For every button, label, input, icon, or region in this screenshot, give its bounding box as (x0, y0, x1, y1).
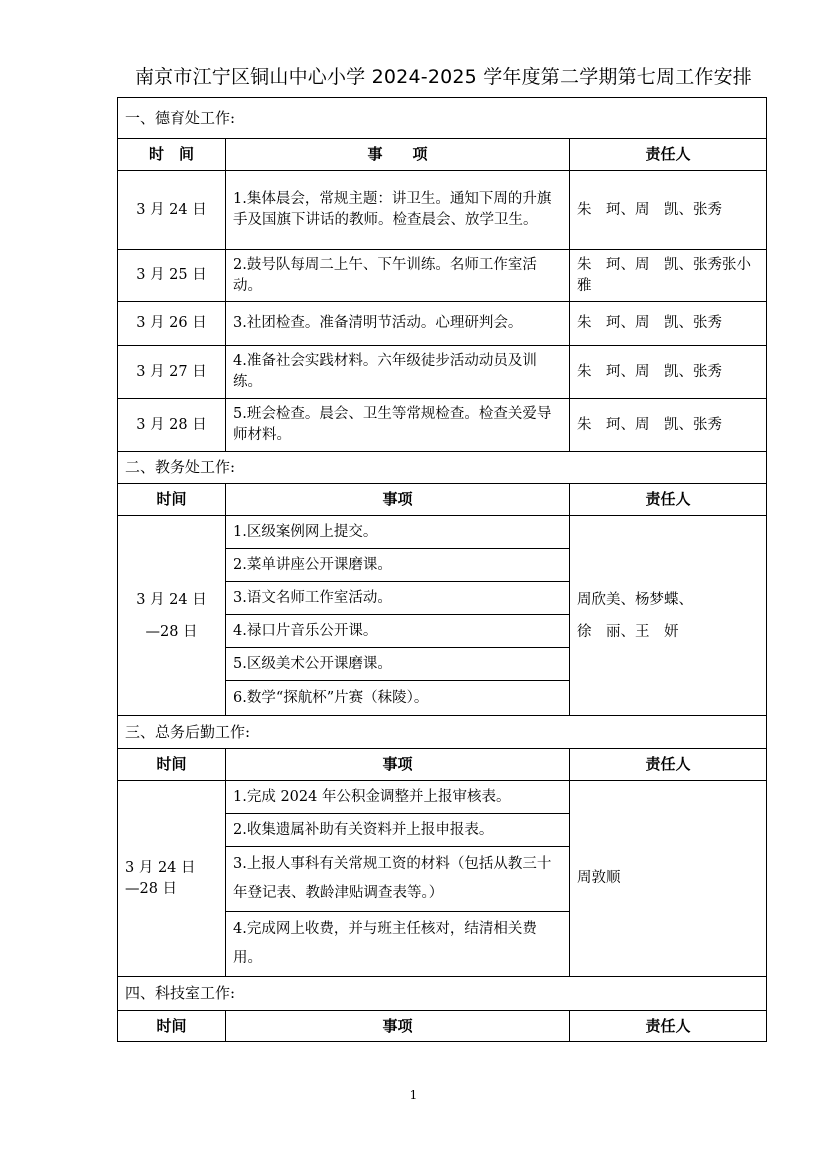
row-item: 4.完成网上收费，并与班主任核对，结清相关费用。 (226, 912, 570, 977)
header-person: 责任人 (570, 484, 767, 516)
header-time: 时 间 (118, 139, 226, 171)
header-person: 责任人 (570, 139, 767, 171)
header-person: 责任人 (570, 749, 767, 781)
row-item: 3.社团检查。准备清明节活动。心理研判会。 (226, 302, 570, 346)
row-item: 1.完成 2024 年公积金调整并上报审核表。 (226, 781, 570, 814)
page-number: 1 (409, 1088, 418, 1102)
row-item: 4.禄口片音乐公开课。 (226, 615, 570, 648)
header-time: 时间 (118, 484, 226, 516)
row-time: 3 月 26 日 (118, 302, 226, 346)
header-item: 事项 (226, 1011, 570, 1042)
row-person: 朱 珂、周 凯、张秀 (570, 302, 767, 346)
section-heading-academic: 二、教务处工作: (118, 452, 767, 484)
group-person (570, 516, 767, 716)
row-item: 1.集体晨会，常规主题：讲卫生。通知下周的升旗手及国旗下讲话的教师。检查晨会、放学卫生。 (226, 171, 570, 250)
row-item: 5.区级美术公开课磨课。 (226, 648, 570, 681)
header-row (118, 1011, 767, 1042)
row-item: 3.上报人事科有关常规工资的材料（包括从教三十年登记表、教龄津贴调查表等。） (226, 847, 570, 912)
header-row (118, 749, 767, 781)
row-time: 3 月 24 日 (118, 171, 226, 250)
table-row (118, 302, 767, 346)
row-item: 4.准备社会实践材料。六年级徒步活动动员及训练。 (226, 346, 570, 399)
group-person: 周敦顺 (570, 781, 767, 977)
row-item: 1.区级案例网上提交。 (226, 516, 570, 549)
row-item: 5.班会检查。晨会、卫生等常规检查。检查关爱导师材料。 (226, 399, 570, 452)
header-time: 时间 (118, 749, 226, 781)
section-heading-tech: 四、科技室工作: (118, 977, 767, 1011)
row-person: 朱 珂、周 凯、张秀 (570, 171, 767, 250)
section-heading-moral: 一、德育处工作: (118, 98, 767, 139)
section-heading-row (118, 452, 767, 484)
page-title: 南京市江宁区铜山中心小学 2024-2025 学年度第二学期第七周工作安排 (134, 66, 753, 88)
header-time: 时间 (118, 1011, 226, 1042)
section-heading-logistics: 三、总务后勤工作: (118, 716, 767, 749)
header-item: 事项 (226, 484, 570, 516)
header-person: 责任人 (570, 1011, 767, 1042)
row-person: 朱 珂、周 凯、张秀 (570, 399, 767, 452)
person-line: 周欣美、杨梦蝶、 (577, 591, 693, 608)
row-item: 2.收集遗属补助有关资料并上报申报表。 (226, 814, 570, 847)
section-heading-row (118, 716, 767, 749)
table-row (118, 399, 767, 452)
header-row (118, 484, 767, 516)
group-time (118, 516, 226, 716)
table-row (118, 250, 767, 302)
person-line: 徐 丽、王 妍 (577, 623, 679, 640)
row-time: 3 月 28 日 (118, 399, 226, 452)
row-item: 6.数学“探航杯”片赛（秣陵）。 (226, 681, 570, 716)
table-row (118, 171, 767, 250)
time-line: —28 日 (145, 623, 198, 640)
row-person: 朱 珂、周 凯、张秀 (570, 346, 767, 399)
work-schedule-table (117, 97, 767, 1042)
section-heading-row (118, 977, 767, 1011)
table-row (118, 781, 767, 814)
header-item: 事项 (226, 749, 570, 781)
time-line: 3 月 24 日 (136, 591, 207, 608)
time-line: 3 月 24 日 (125, 859, 196, 876)
time-line: —28 日 (125, 880, 178, 897)
section-heading-row (118, 98, 767, 139)
row-item: 2.鼓号队每周二上午、下午训练。名师工作室活动。 (226, 250, 570, 302)
header-row (118, 139, 767, 171)
group-time (118, 781, 226, 977)
row-item: 2.菜单讲座公开课磨课。 (226, 549, 570, 582)
header-item: 事 项 (226, 139, 570, 171)
table-row (118, 346, 767, 399)
row-person: 朱 珂、周 凯、张秀张小雅 (570, 250, 767, 302)
table-row (118, 516, 767, 549)
row-item: 3.语文名师工作室活动。 (226, 582, 570, 615)
row-time: 3 月 27 日 (118, 346, 226, 399)
row-time: 3 月 25 日 (118, 250, 226, 302)
